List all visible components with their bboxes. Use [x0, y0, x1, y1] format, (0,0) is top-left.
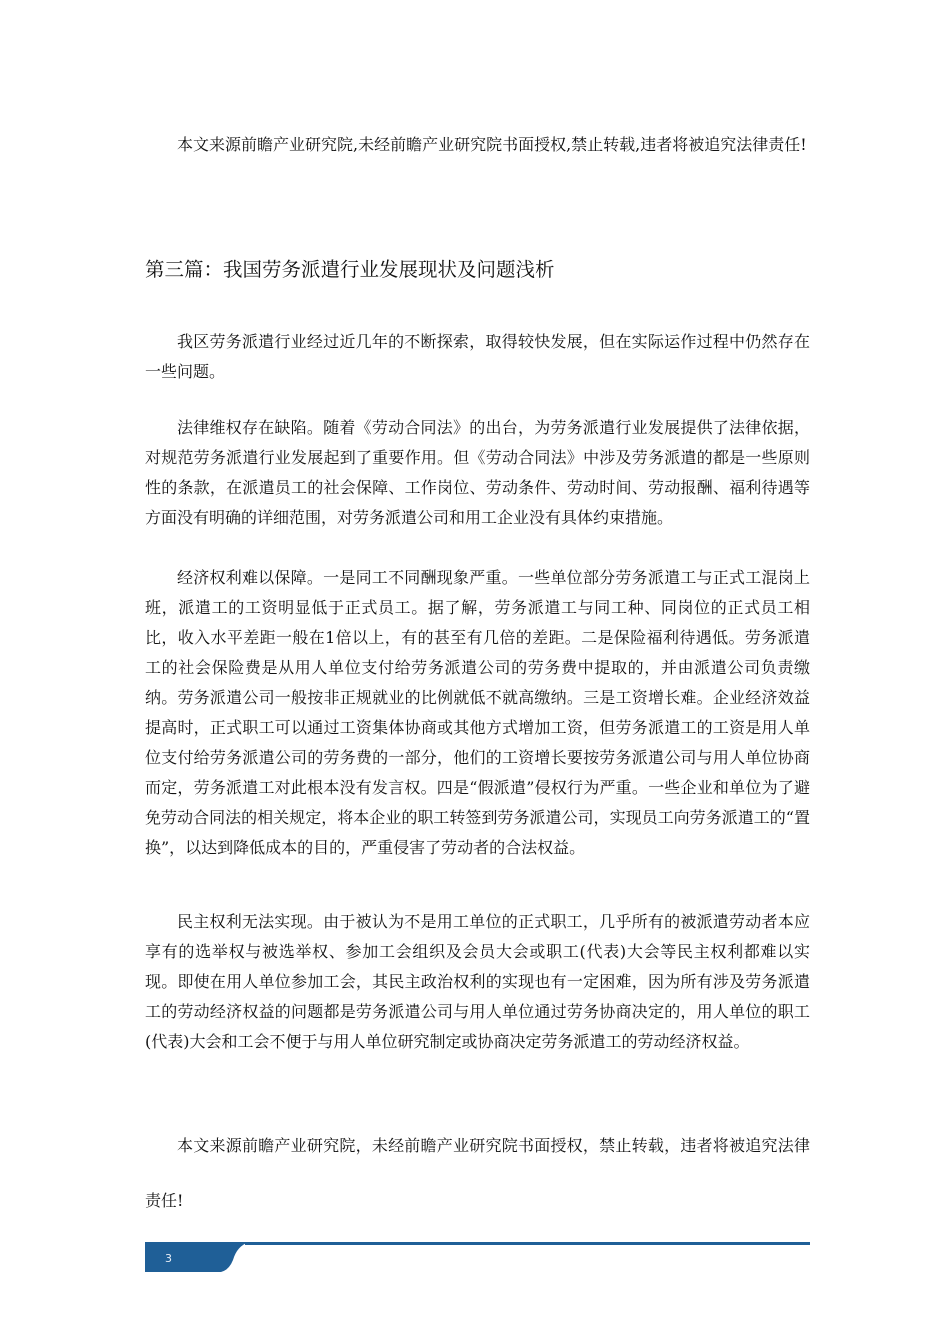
page-footer	[145, 1238, 810, 1278]
section-heading: 第三篇：我国劳务派遣行业发展现状及问题浅析	[145, 258, 555, 281]
copyright-notice-top: 本文来源前瞻产业研究院,未经前瞻产业研究院书面授权,禁止转载,违者将被追究法律责任!	[177, 135, 807, 154]
page-number: 3	[165, 1252, 172, 1265]
paragraph-democratic-rights: 民主权利无法实现。由于被认为不是用工单位的正式职工，几乎所有的被派遣劳动者本应享有的选举权与被选举权、参加工会组织及会员大会或职工(代表)大会等民主权利都难以实现。即使在用人单位参加工会，其民主政治权利的实现也有一定困难，因为所有涉及劳务派遣工的劳动经济权益的问题都是劳务派遣公司与用人单位通过劳务协商决定的，用人单位的职工(代表)大会和工会不便于与用人单位研究制定或协商决定劳务派遣工的劳动经济权益。	[145, 912, 810, 1051]
paragraph-economic-rights: 经济权利难以保障。一是同工不同酬现象严重。一些单位部分劳务派遣工与正式工混岗上班，派遣工的工资明显低于正式员工。据了解，劳务派遣工与同工种、同岗位的正式员工相比，收入水平差距一般在1倍以上，有的甚至有几倍的差距。二是保险福利待遇低。劳务派遣工的社会保险费是从用人单位支付给劳务派遣公司的劳务费中提取的，并由派遣公司负责缴纳。劳务派遣公司一般按非正规就业的比例就低不就高缴纳。三是工资增长难。企业经济效益提高时，正式职工可以通过工资集体协商或其他方式增加工资，但劳务派遣工的工资是用人单位支付给劳务派遣公司的劳务费的一部分，他们的工资增长要按劳务派遣公司与用人单位协商而定，劳务派遣工对此根本没有发言权。四是“假派遣”侵权行为严重。一些企业和单位为了避免劳动合同法的相关规定，将本企业的职工转签到劳务派遣公司，实现员工向劳务派遣工的“置换”，以达到降低成本的目的，严重侵害了劳动者的合法权益。	[145, 568, 810, 857]
paragraph-legal-rights: 法律维权存在缺陷。随着《劳动合同法》的出台，为劳务派遣行业发展提供了法律依据，对规范劳务派遣行业发展起到了重要作用。但《劳动合同法》中涉及劳务派遣的都是一些原则性的条款，在派遣员工的社会保障、工作岗位、劳动条件、劳动时间、劳动报酬、福利待遇等方面没有明确的详细范围，对劳务派遣公司和用工企业没有具体约束措施。	[145, 418, 810, 527]
paragraph-intro: 我区劳务派遣行业经过近几年的不断探索，取得较快发展，但在实际运作过程中仍然存在一些问题。	[145, 332, 810, 381]
copyright-notice-bottom: 本文来源前瞻产业研究院，未经前瞻产业研究院书面授权，禁止转载，违者将被追究法律责任!	[145, 1136, 810, 1210]
footer-banner	[145, 1238, 810, 1278]
